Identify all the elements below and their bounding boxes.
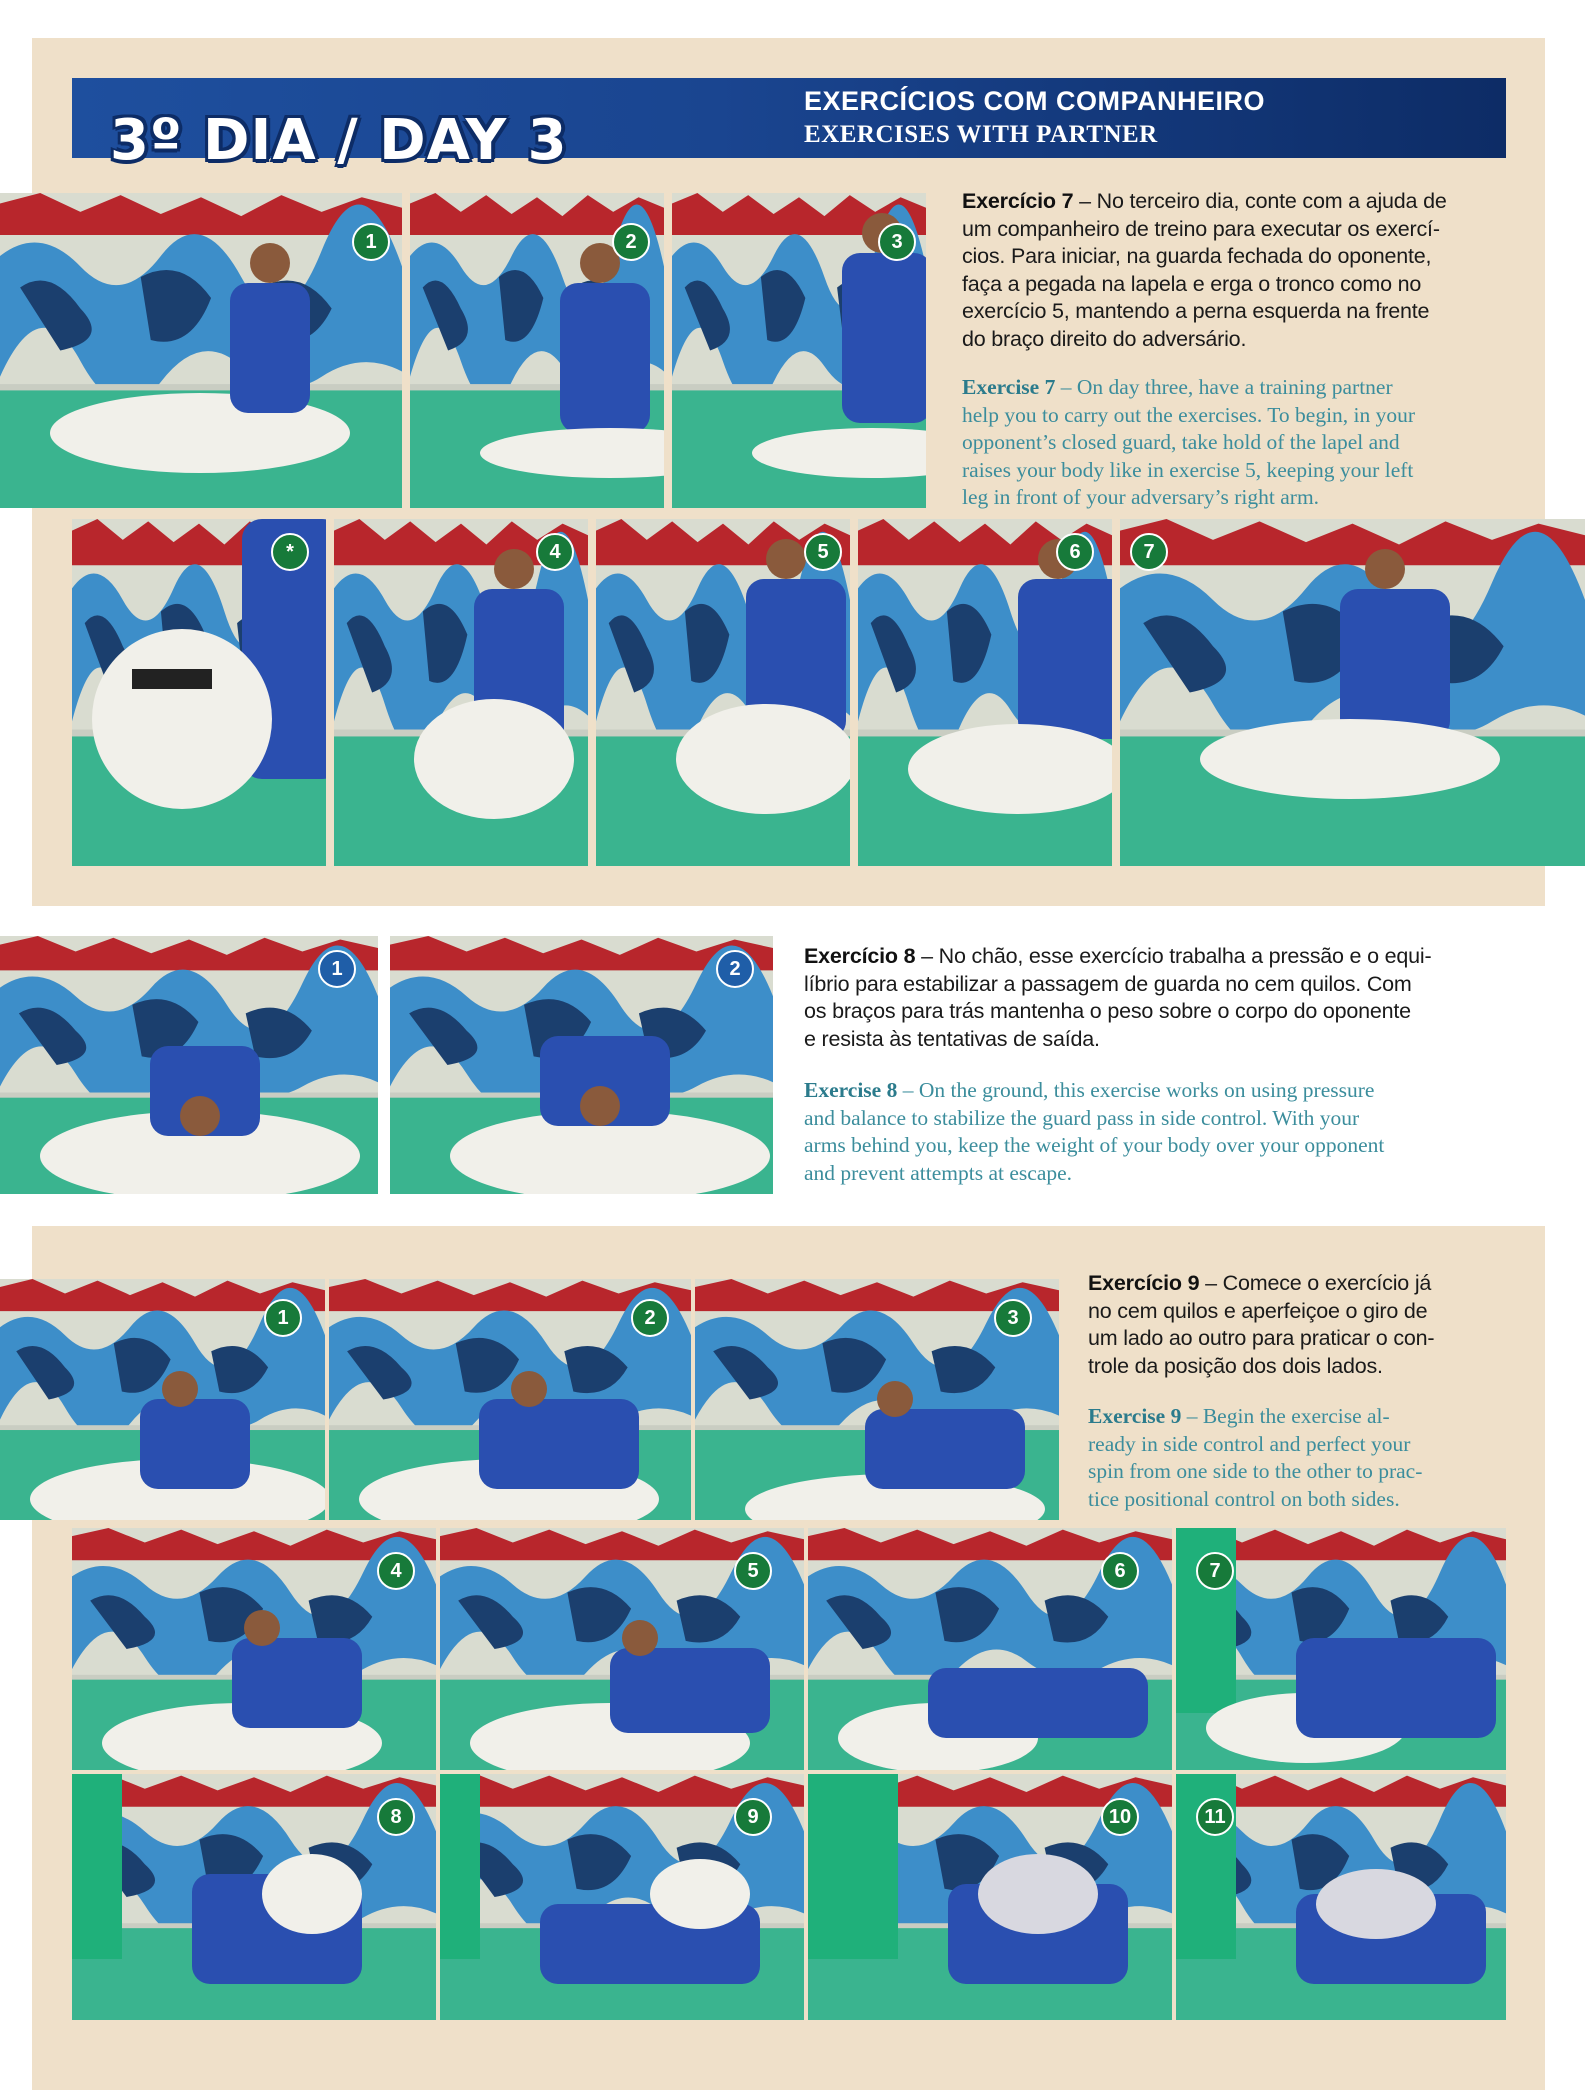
step-badge: 5 bbox=[804, 533, 842, 571]
step-badge: 1 bbox=[352, 223, 390, 261]
text-line: – No chão, esse exercício trabalha a pressão e o equi- bbox=[915, 944, 1432, 968]
text-line: arms behind you, keep the weight of your body over your opponent bbox=[804, 1133, 1385, 1157]
photo-image bbox=[72, 519, 326, 866]
text-line: ready in side control and perfect your bbox=[1088, 1431, 1411, 1456]
text-line: um lado ao outro para praticar o con- bbox=[1088, 1326, 1435, 1350]
ex8-photo-2 bbox=[390, 936, 773, 1194]
step-badge: 2 bbox=[631, 1299, 669, 1337]
text-line: raises your body like in exercise 5, keeping your left bbox=[962, 457, 1414, 482]
page-title: 3º DIA / DAY 3 bbox=[110, 108, 568, 173]
exercise8-label-pt: Exercício 8 bbox=[804, 944, 916, 968]
text-line: spin from one side to the other to prac- bbox=[1088, 1459, 1423, 1483]
step-badge: 1 bbox=[318, 950, 356, 988]
step-badge: 6 bbox=[1101, 1552, 1139, 1590]
step-badge: * bbox=[271, 533, 309, 571]
step-badge: 4 bbox=[536, 533, 574, 571]
exercise7-label-pt: Exercício 7 bbox=[962, 189, 1074, 213]
step-badge: 2 bbox=[612, 223, 650, 261]
step-badge: 7 bbox=[1196, 1552, 1234, 1590]
text-line: and prevent attempts at escape. bbox=[804, 1160, 1073, 1185]
step-badge: 4 bbox=[377, 1552, 415, 1590]
photo-image bbox=[0, 193, 402, 508]
step-badge: 5 bbox=[734, 1552, 772, 1590]
step-badge: 9 bbox=[734, 1798, 772, 1836]
ex7-photo-5 bbox=[596, 519, 850, 866]
step-badge: 2 bbox=[716, 950, 754, 988]
ex7-photo-7 bbox=[1120, 519, 1585, 866]
step-badge: 1 bbox=[264, 1299, 302, 1337]
text-line: os braços para trás mantenha o peso sobre o corpo do oponente bbox=[804, 999, 1411, 1023]
text-line: – On day three, have a training partner bbox=[1055, 375, 1393, 399]
photo-image bbox=[1120, 519, 1585, 866]
text-line: e resista às tentativas de saída. bbox=[804, 1026, 1100, 1051]
text-line: líbrio para estabilizar a passagem de guarda no cem quilos. Com bbox=[804, 971, 1412, 996]
photo-image bbox=[596, 519, 850, 866]
text-line: do braço direito do adversário. bbox=[962, 326, 1247, 351]
exercise9-text-en bbox=[1088, 1403, 1508, 1513]
step-badge: 6 bbox=[1056, 533, 1094, 571]
step-badge: 7 bbox=[1130, 533, 1168, 571]
ex7-photo-4 bbox=[334, 519, 588, 866]
exercise7-text-pt bbox=[962, 188, 1482, 353]
section-title-en: EXERCISES WITH PARTNER bbox=[804, 121, 1158, 148]
ex7-photo-6 bbox=[858, 519, 1112, 866]
exercise7-text-en bbox=[962, 374, 1482, 512]
text-line: opponent’s closed guard, take hold of the lapel and bbox=[962, 430, 1400, 454]
text-line: – No terceiro dia, conte com a ajuda de bbox=[1073, 189, 1447, 213]
ex7-photo-1 bbox=[0, 193, 402, 508]
photo-image bbox=[390, 936, 773, 1194]
exercise9-text-pt bbox=[1088, 1270, 1508, 1380]
text-line: help you to carry out the exercises. To begin, in your bbox=[962, 402, 1416, 427]
text-line: leg in front of your adversary’s right arm. bbox=[962, 485, 1320, 509]
text-line: cios. Para iniciar, na guarda fechada do oponente, bbox=[962, 244, 1432, 268]
text-line: um companheiro de treino para executar os exercí- bbox=[962, 216, 1440, 241]
step-badge: 11 bbox=[1196, 1798, 1234, 1836]
exercise8-label-en: Exercise 8 bbox=[804, 1078, 898, 1102]
step-badge: 3 bbox=[994, 1299, 1032, 1337]
section-title-pt: EXERCÍCIOS COM COMPANHEIRO bbox=[804, 86, 1266, 116]
text-line: – Comece o exercício já bbox=[1199, 1271, 1432, 1295]
text-line: no cem quilos e aperfeiçoe o giro de bbox=[1088, 1298, 1428, 1323]
exercise9-label-en: Exercise 9 bbox=[1088, 1404, 1182, 1428]
step-badge: 3 bbox=[878, 223, 916, 261]
photo-image bbox=[858, 519, 1112, 866]
text-line: – Begin the exercise al- bbox=[1181, 1404, 1390, 1428]
photo-image bbox=[334, 519, 588, 866]
exercise8-text-pt bbox=[804, 943, 1504, 1053]
exercise7-label-en: Exercise 7 bbox=[962, 375, 1056, 399]
text-line: tice positional control on both sides. bbox=[1088, 1486, 1400, 1511]
text-line: exercício 5, mantendo a perna esquerda na frente bbox=[962, 299, 1430, 323]
ex7-photo-detail bbox=[72, 519, 326, 866]
text-line: trole da posição dos dois lados. bbox=[1088, 1353, 1383, 1378]
text-line: – On the ground, this exercise works on using pressure bbox=[897, 1078, 1375, 1102]
text-line: faça a pegada na lapela e erga o tronco como no bbox=[962, 271, 1422, 296]
step-badge: 10 bbox=[1101, 1798, 1139, 1836]
exercise9-label-pt: Exercício 9 bbox=[1088, 1271, 1200, 1295]
exercise8-text-en bbox=[804, 1077, 1504, 1187]
step-badge: 8 bbox=[377, 1798, 415, 1836]
text-line: and balance to stabilize the guard pass in side control. With your bbox=[804, 1105, 1360, 1130]
